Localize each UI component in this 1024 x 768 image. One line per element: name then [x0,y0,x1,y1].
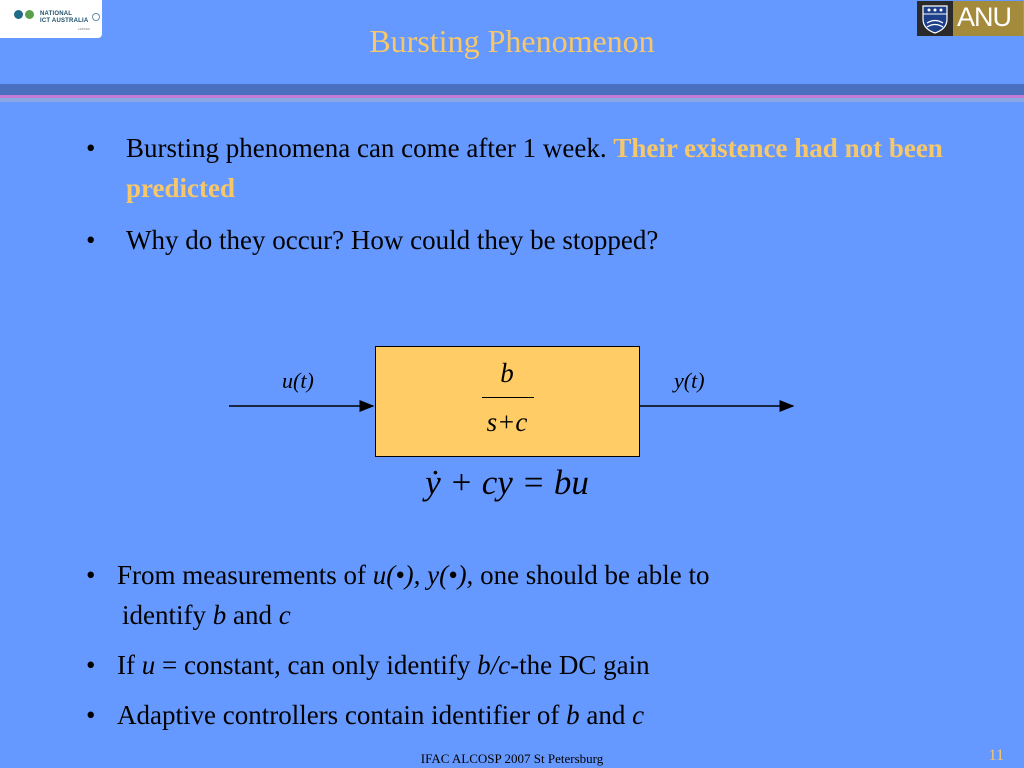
bullet-text [117,555,986,595]
bullet-text-part: c [632,700,645,730]
bullet-marker: • [86,700,96,730]
nicta-logo-line1: NATIONAL [40,11,73,17]
bullet-text-part: Adaptive controllers contain identifier of [117,700,567,730]
bullet-text-part: identify [122,600,213,630]
bullet-text-part: From measurements of [117,560,373,590]
bullet-text-part: -the DC gain [510,650,650,680]
bullet-text-part: = constant, can only identify [155,650,478,680]
bullet-text-part: b [566,700,580,730]
logo-dot-icon [25,10,34,19]
nicta-logo-line2: ICT AUSTRALIA [40,18,89,24]
bullet-text-part: u(•), y(•), [372,560,474,590]
bullet-item [86,645,986,685]
nicta-logo-subtext: LIMITED [78,27,90,31]
bullet-text-continuation [117,595,986,635]
tf-denominator: s+c [486,407,528,437]
bullet-list-bottom [86,555,986,745]
anu-logo-text: ANU [957,2,1012,32]
logo-ring-icon [92,13,100,21]
bullet-text-part: and [579,700,633,730]
footer-text: IFAC ALCOSP 2007 St Petersburg [420,751,604,766]
title-rule [0,84,1024,95]
bullet-text-part: If [117,650,142,680]
bullet-text-part: b [212,600,227,630]
bullet-marker: • [86,225,96,255]
tf-fraction-bar [482,397,534,398]
output-label: y(t) [674,368,705,393]
page-number: 11 [988,747,1004,764]
bullet-text-part: and [226,600,279,630]
bullet-text: Bursting phenomena can come after 1 week. [126,133,614,163]
bullet-item [86,695,986,735]
bullet-text: Why do they occur? How could they be stopped? [126,225,659,255]
bullet-text-part: u [141,650,156,680]
slide-title: Bursting Phenomenon [369,23,655,59]
differential-equation: ẏ + cy = bu [425,463,589,502]
input-label: u(t) [282,368,314,393]
bullet-list-top [86,128,986,272]
tf-numerator: b [500,358,514,388]
bullet-text-part: c [278,600,291,630]
bullet-marker: • [86,560,96,590]
bullet-marker: • [86,650,96,680]
bullet-item [86,555,986,635]
bullet-highlight: Their existence had not been predicted [126,133,943,203]
title-rule-light [0,98,1024,102]
logo-dot-icon [14,10,23,19]
bullet-text-part: b/c [477,650,511,680]
bullet-item [86,128,986,208]
bullet-marker: • [86,133,96,163]
bullet-item [86,220,986,260]
bullet-text-part: one should be able to [473,560,710,590]
